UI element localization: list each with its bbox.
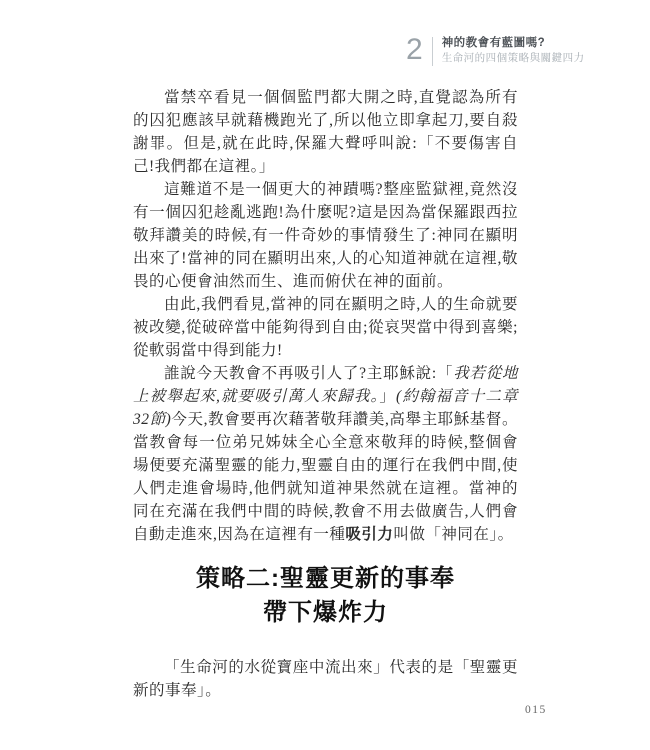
chapter-subtitle: 生命河的四個策略與關鍵四力 (441, 52, 585, 64)
chapter-titles (442, 34, 585, 66)
chapter-number: 2 (406, 33, 423, 66)
text-segment: 今天,教會要再次藉著敬拜讚美,高舉主耶穌基督。當教會每一位弟兄姊妹全心全意來敬拜的時候,整個會場便要充滿聖靈的能力,聖靈自由的運行在我們中間,使人們走進會場時,他們就知道神果然就在這裡。當神的同在充滿在我們中間的時候,教會不用去做廣告,人們會自動走進來,因為在這裡有一種 (133, 411, 518, 543)
body-paragraphs (133, 86, 518, 546)
page-content (133, 86, 518, 702)
page-number: 015 (525, 704, 547, 716)
section-heading (133, 562, 518, 630)
after-heading-paragraphs (133, 656, 518, 702)
text-segment: 吸引力 (345, 526, 394, 543)
text-segment: 我若從地上被舉起來,就要吸引萬人來歸我。 (133, 365, 518, 405)
text-segment: 當禁卒看見一個個監門都大開之時,直覺認為所有的囚犯應該早就藉機跑光了,所以他立即拿起刀,要自殺謝罪。但是,就在此時,保羅大聲呼叫說:「不要傷害自己!我們都在這裡。」 (133, 89, 518, 175)
section-heading-line2: 帶下爆炸力 (263, 599, 388, 626)
chapter-header (406, 34, 585, 66)
paragraph (133, 362, 518, 546)
paragraph (133, 656, 518, 702)
text-segment: 誰說今天教會不再吸引人了?主耶穌說:「 (164, 365, 454, 382)
chapter-title: 神的教會有藍圖嗎? (441, 37, 546, 49)
text-segment: (約翰福音十二章32節) (133, 388, 518, 428)
text-segment: 」 (379, 388, 397, 405)
paragraph (133, 178, 518, 293)
text-segment: 這難道不是一個更大的神蹟嗎?整座監獄裡,竟然沒有一個囚犯趁亂逃跑!為什麼呢?這是因為當保羅跟西拉敬拜讚美的時候,有一件奇妙的事情發生了:神同在顯明出來了!當神的同在顯明出來,人的心知道神就在這裡,敬畏的心便會油然而生、進而俯伏在神的面前。 (133, 181, 518, 290)
text-segment: 「生命河的水從寶座中流出來」代表的是「聖靈更新的事奉」。 (133, 659, 518, 699)
paragraph (133, 86, 518, 178)
section-heading-line1: 策略二:聖靈更新的事奉 (196, 565, 455, 592)
header-divider (432, 37, 433, 66)
text-segment: 叫做「神同在」。 (393, 526, 514, 543)
paragraph (133, 293, 518, 362)
text-segment: 由此,我們看見,當神的同在顯明之時,人的生命就要被改變,從破碎當中能夠得到自由;從哀哭當中得到喜樂;從軟弱當中得到能力! (133, 296, 518, 359)
